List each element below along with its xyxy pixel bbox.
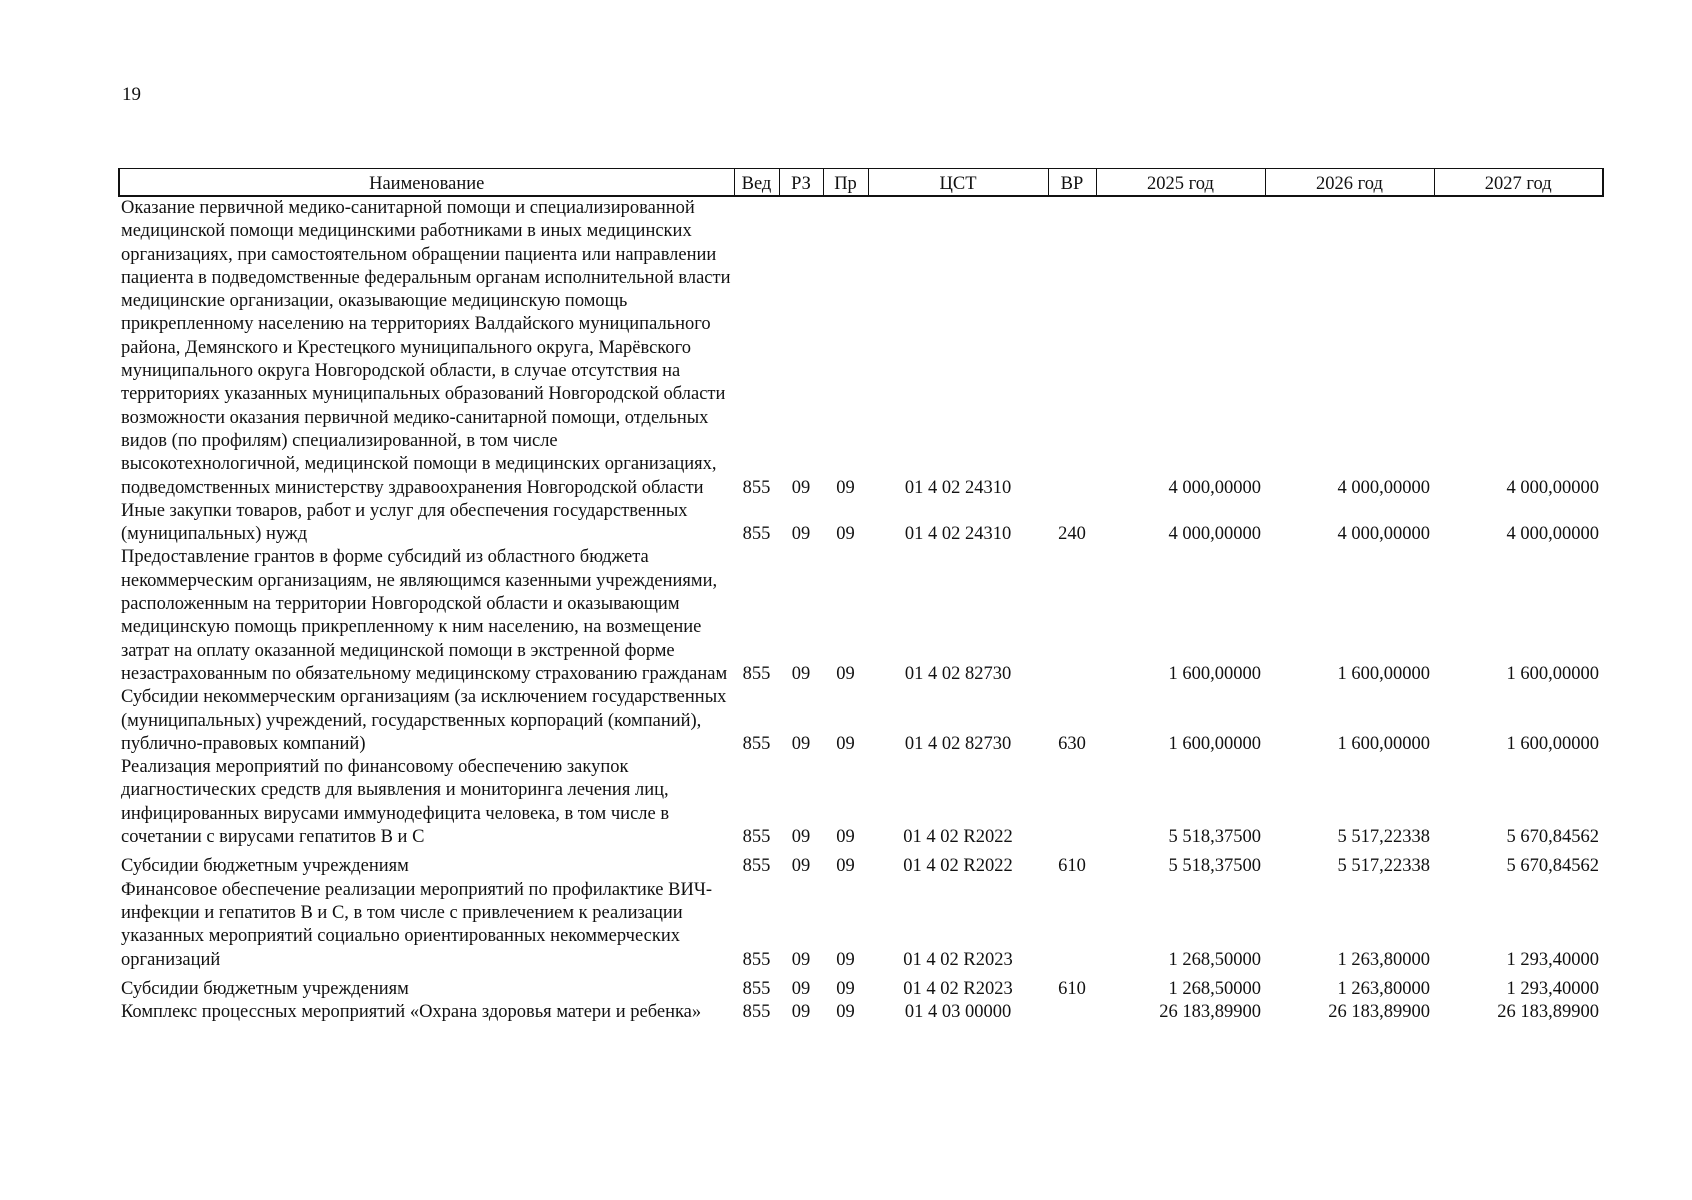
header-name: Наименование xyxy=(119,169,734,197)
table-row xyxy=(119,756,1603,849)
row-cst: 01 4 02 82730 xyxy=(904,663,1012,684)
table-header xyxy=(119,169,1603,197)
row-name: Субсидии бюджетным учреждениям xyxy=(121,978,409,999)
row-pr: 09 xyxy=(836,733,855,754)
row-2027: 1 293,40000 xyxy=(1506,949,1599,970)
table-body xyxy=(119,196,1603,1024)
row-2026: 4 000,00000 xyxy=(1337,477,1430,498)
row-pr: 09 xyxy=(836,856,855,877)
header-rz: РЗ xyxy=(779,169,823,197)
row-pr: 09 xyxy=(836,827,855,848)
row-2026: 1 600,00000 xyxy=(1337,663,1430,684)
row-ved: 855 xyxy=(742,733,771,754)
row-name: Реализация мероприятий по финансовому обеспечению закупок диагностических средств для выявления и мониторинга лечения лиц, инфицированных вирусами иммунодефицита человека, в том числе в сочетании с вирусами гепатитов В и С xyxy=(121,757,670,848)
row-pr: 09 xyxy=(836,477,855,498)
header-ved: Вед xyxy=(734,169,779,197)
row-pr: 09 xyxy=(836,663,855,684)
row-2026: 1 263,80000 xyxy=(1337,949,1430,970)
row-vr xyxy=(1048,879,1096,972)
row-cst: 01 4 02 R2023 xyxy=(903,949,1013,970)
row-2027: 5 670,84562 xyxy=(1506,827,1599,848)
row-vr: 630 xyxy=(1058,733,1086,754)
row-2025: 1 600,00000 xyxy=(1168,663,1261,684)
row-2026: 26 183,89900 xyxy=(1328,1002,1430,1023)
budget-table xyxy=(118,168,1604,1024)
row-ved: 855 xyxy=(742,1002,771,1023)
header-vr: ВР xyxy=(1048,169,1096,197)
row-rz: 09 xyxy=(791,524,811,545)
header-cst: ЦСТ xyxy=(868,169,1048,197)
row-vr: 610 xyxy=(1058,856,1086,877)
row-pr: 09 xyxy=(836,1002,855,1023)
row-rz: 09 xyxy=(791,978,811,999)
row-vr xyxy=(1048,546,1096,686)
row-name: Финансовое обеспечение реализации мероприятий по профилактике ВИЧ-инфекции и гепатитов В и С, в том числе с привлечением к реализации указанных мероприятий социально ориентированных некоммерческих организаций xyxy=(121,879,713,970)
row-2027: 1 600,00000 xyxy=(1506,733,1599,754)
table-row xyxy=(119,1001,1603,1024)
row-ved: 855 xyxy=(742,978,771,999)
row-2027: 4 000,00000 xyxy=(1506,524,1599,545)
row-cst: 01 4 02 24310 xyxy=(904,477,1012,498)
row-cst: 01 4 02 82730 xyxy=(904,733,1012,754)
row-rz: 09 xyxy=(791,1002,811,1023)
row-2025: 1 268,50000 xyxy=(1168,978,1261,999)
row-2025: 5 518,37500 xyxy=(1168,856,1261,877)
table-row xyxy=(119,686,1603,756)
header-2025: 2025 год xyxy=(1096,169,1265,197)
row-rz: 09 xyxy=(791,827,811,848)
row-pr: 09 xyxy=(836,978,855,999)
row-2027: 1 293,40000 xyxy=(1506,978,1599,999)
row-2027: 1 600,00000 xyxy=(1506,663,1599,684)
row-2025: 5 518,37500 xyxy=(1168,827,1261,848)
row-vr xyxy=(1048,196,1096,500)
row-name: Предоставление грантов в форме субсидий из областного бюджета некоммерческим организациям, не являющимся казенными учреждениями, расположенным на территории Новгородской области и оказывающим медицинскую помощь прикрепленному к ним населению, на возмещение затрат на оплату оказанной медицинской помощи в экстренной форме незастрахованным по обязательному медицинскому страхованию гражданам xyxy=(121,547,728,684)
header-2026: 2026 год xyxy=(1265,169,1434,197)
table-row xyxy=(119,849,1603,878)
row-vr xyxy=(1048,756,1096,849)
row-cst: 01 4 02 R2022 xyxy=(903,827,1013,848)
row-rz: 09 xyxy=(791,856,811,877)
row-2027: 4 000,00000 xyxy=(1506,477,1599,498)
row-ved: 855 xyxy=(742,663,771,684)
header-pr: Пр xyxy=(823,169,868,197)
row-2025: 1 600,00000 xyxy=(1168,733,1261,754)
row-2026: 4 000,00000 xyxy=(1337,524,1430,545)
row-rz: 09 xyxy=(791,663,811,684)
row-name: Субсидии некоммерческим организациям (за исключением государственных (муниципальных) учреждений, государственных корпораций (компаний), публично-правовых компаний) xyxy=(121,687,727,754)
row-rz: 09 xyxy=(791,477,811,498)
row-pr: 09 xyxy=(836,524,855,545)
row-vr xyxy=(1048,1001,1096,1024)
row-ved: 855 xyxy=(742,477,771,498)
row-name: Субсидии бюджетным учреждениям xyxy=(121,856,409,877)
table-row xyxy=(119,972,1603,1001)
row-cst: 01 4 02 R2022 xyxy=(903,856,1013,877)
page-number: 19 xyxy=(122,84,141,105)
row-vr: 240 xyxy=(1058,524,1086,545)
row-2027: 26 183,89900 xyxy=(1497,1002,1599,1023)
row-name: Комплекс процессных мероприятий «Охрана здоровья матери и ребенка» xyxy=(121,1002,702,1023)
row-2026: 5 517,22338 xyxy=(1337,856,1430,877)
row-ved: 855 xyxy=(742,949,771,970)
row-2025: 4 000,00000 xyxy=(1168,477,1261,498)
row-2025: 4 000,00000 xyxy=(1168,524,1261,545)
row-rz: 09 xyxy=(791,949,811,970)
row-vr: 610 xyxy=(1058,978,1086,999)
table-row xyxy=(119,546,1603,686)
row-pr: 09 xyxy=(836,949,855,970)
row-2025: 26 183,89900 xyxy=(1159,1002,1261,1023)
row-2026: 1 263,80000 xyxy=(1337,978,1430,999)
row-cst: 01 4 03 00000 xyxy=(904,1002,1012,1023)
row-2027: 5 670,84562 xyxy=(1506,856,1599,877)
table-row xyxy=(119,500,1603,547)
row-2025: 1 268,50000 xyxy=(1168,949,1261,970)
table-row xyxy=(119,196,1603,500)
row-cst: 01 4 02 24310 xyxy=(904,524,1012,545)
header-2027: 2027 год xyxy=(1434,169,1603,197)
row-ved: 855 xyxy=(742,524,771,545)
row-ved: 855 xyxy=(742,827,771,848)
row-name: Оказание первичной медико-санитарной помощи и специализированной медицинской помощи медицинскими работниками в иных медицинских организациях, при самостоятельном обращении пациента или направлении пациента в подведомственные федеральным органам исполнительной власти медицинские организации, оказывающие медицинскую помощь прикрепленному населению на территориях Валдайского муниципального района, Демянского и Крестецкого муниципального округа, Марёвского муниципального округа Новгородской области, в случае отсутствия на территориях указанных муниципальных образований Новгородской области возможности оказания первичной медико-санитарной помощи, отдельных видов (по профилям) специализированной, в том числе высокотехнологичной, медицинской помощи в медицинских организациях, подведомственных министерству здравоохранения Новгородской области xyxy=(121,198,731,498)
row-cst: 01 4 02 R2023 xyxy=(903,978,1013,999)
row-ved: 855 xyxy=(742,856,771,877)
row-rz: 09 xyxy=(791,733,811,754)
row-2026: 1 600,00000 xyxy=(1337,733,1430,754)
row-name: Иные закупки товаров, работ и услуг для обеспечения государственных (муниципальных) нужд xyxy=(121,500,688,545)
row-2026: 5 517,22338 xyxy=(1337,827,1430,848)
table-row xyxy=(119,879,1603,972)
